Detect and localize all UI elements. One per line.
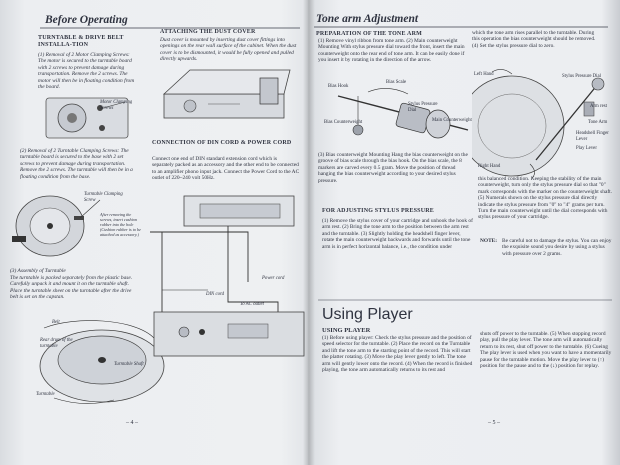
power-cord-label: Power cord	[262, 276, 285, 281]
headshell-label: Headshell Finger Lever	[576, 131, 609, 142]
page-number-left: – 4 –	[126, 420, 138, 426]
assembly-para: The turntable is packed separately from the plastic base. Carefully unpack it and mount it on the turntable shaft. Place the turntable sheet on the turntable after the drive belt is set on the capstan.	[10, 275, 133, 301]
dust-cover-heading: ATTACHING THE DUST COVER	[160, 29, 256, 35]
bias-scale-label: Bias Scale	[386, 80, 407, 85]
note-para: Be careful not to damage the stylus. You can enjoy the exquisite sound you desire by using a stylus with pressure over 2 grams.	[502, 238, 612, 257]
balance-para: this balanced condition. Keeping the stability of the main counterweight, turn only the stylus pressure dial so that "0" mark corresponds with the marker on the counterweight shaft. (5) Numerals shown on the stylus pressure dial directly indicate the stylus pressure from "0" to "4" grams per turn. Turn the main counterweight until the dial corresponds with stylus pressure of your cartridge.	[478, 176, 612, 221]
motor-illustration	[40, 88, 140, 146]
din-heading: CONNECTION OF DIN CORD & POWER CORD	[152, 140, 292, 146]
right-page	[308, 0, 620, 465]
turntable-para-1: (1) Removal of 2 Motor Clamping Screws: The motor is secured to the turntable board with 2 screws to prevent damage during transportation. Remove the 2 screws. The motor will then be in floating condition from the board.	[38, 52, 135, 91]
book-spine	[303, 0, 315, 465]
tone-arm-label: Tone Arm	[588, 120, 608, 125]
dust-cover-illustration	[160, 64, 300, 134]
turntable-clamp-label: Turntable Clamping Screw	[84, 192, 123, 203]
using-heading: USING PLAYER	[322, 327, 371, 334]
page-title: Before Operating	[45, 14, 128, 26]
using-title: Using Player	[322, 306, 413, 323]
din-cord-label: DIN cord	[206, 292, 225, 297]
turntable-heading: TURNTABLE & DRIVE BELT INSTALLA-TION	[38, 35, 124, 48]
stylus-dial-label-2: Stylus Pressure Dial	[562, 74, 601, 79]
din-para: Connect one end of DIN standard extension cord which is separately packed as an accessory and the other end to be connected to an amplifier phono input jack. Connect the Power Cord to the AC outlet of 220~240 volt 50Hz.	[152, 156, 300, 182]
arm-rest-label: Arm rest	[590, 104, 607, 109]
bias-hook-label: Bias Hook	[328, 84, 349, 89]
clamp-note: After removing the screws, insert cushion rubber into the hole (Cushion rubber is to be attached as accessory.)	[100, 212, 141, 237]
using-para-2: shuts off power to the turntable. (5) When stopping record play, pull the play lever. The tone arm will automatically return to its rest, shut off power to the turntable. (6) Cueing The play lever is used when you want to have a momentarily pause for the turntable motion. Move the play lever to (↑) position for the pause and to the (↓) position for replay.	[480, 331, 612, 370]
turntable-label: Turntable	[36, 392, 55, 397]
rear-drum-label: Rear drum of the turntable	[40, 338, 73, 349]
note-label: NOTE:	[480, 238, 498, 244]
prep-para: (1) Remove vinyl ribbon from tone arm. (2) Main counterweight Mounting With stylus pressure dial toward the front, insert the main counterweight onto the rear end of tone arm. It can be easily done if you insert it by rotating in the direction of the arrow.	[318, 38, 465, 64]
turntable-para-2: (2) Removal of 2 Turntable Clamping Screws: The turntable board is secured to the base with 2 set screws to prevent damage during transportation. Remove the 2 screws. The turntable will then be in a floating condition from the base.	[20, 148, 133, 180]
adjust-heading: FOR ADJUSTING STYLUS PRESSURE	[322, 208, 434, 214]
prep-heading: PREPARATION OF THE TONE ARM	[316, 31, 422, 37]
ac-outlet-label: To AC outlet	[240, 302, 264, 307]
belt-label: Belt	[52, 320, 60, 325]
assembly-heading: (3) Assembly of Turntable	[10, 268, 66, 274]
motor-clamp-label: Motor Clamping Screws	[100, 100, 133, 111]
right-page-title: Tone arm Adjustment	[316, 13, 419, 25]
prep-col2-para: which the tone arm rises parallel to the turntable. During this operation the bias counterweight should be removed. (4) Set the stylus pressure dial to zero.	[472, 30, 596, 49]
counterweight-illustration	[328, 78, 478, 152]
right-hand-label: Right Hand	[478, 164, 501, 169]
using-para: (1) Before using player: Check the stylus pressure and the position of speed selector for the turntable. (2) Place the record on the Turntable and lift the tone arm to the starting point of the record. This will start the platter rotating. (3) Move the play lever gently to left. The tone arm will gently lower onto the record. (4) When the record is finished playing, the tone arm automatically returns to its rest and	[322, 335, 473, 374]
left-hand-label: Left Hand	[474, 72, 494, 77]
bias-mount-para: (3) Bias counterweight Mounting Hang the bias counterweight on the groove of bias scale through the bias hook. On the bias scale, the 8 markers are carved every 0.5 gram. Move the position of thread hanging the bias counterweight according to your desired stylus pressure.	[318, 152, 468, 184]
main-counterweight-label: Main Counterweight	[432, 118, 472, 123]
bias-counterweight-label: Bias Counterweight	[324, 120, 363, 125]
dust-cover-para: Dust cover is mounted by inserting dust cover fittings into openings on the rear wall surface of the cabinet. When the dust cover is to be dismounted, it would be fully opened and pulled directly upwards.	[160, 37, 297, 63]
play-lever-label: Play Lever	[576, 146, 597, 151]
adjust-para: (1) Remove the stylus cover of your cartridge and unhook the hook of arm rest. (2) Bring the tone arm to the position between the arm rest and the turntable. (3) Slightly holding the headshell finger lever, rotate the main counterweight backwards and forwards until the tone arm is in perfect horizontal balance, i.e., the condition under	[322, 218, 473, 250]
turntable-shaft-label: Turntable Shaft	[114, 362, 144, 367]
stylus-dial-label: Stylus Pressure Dial	[408, 102, 438, 113]
page-number-right: – 5 –	[488, 420, 500, 426]
